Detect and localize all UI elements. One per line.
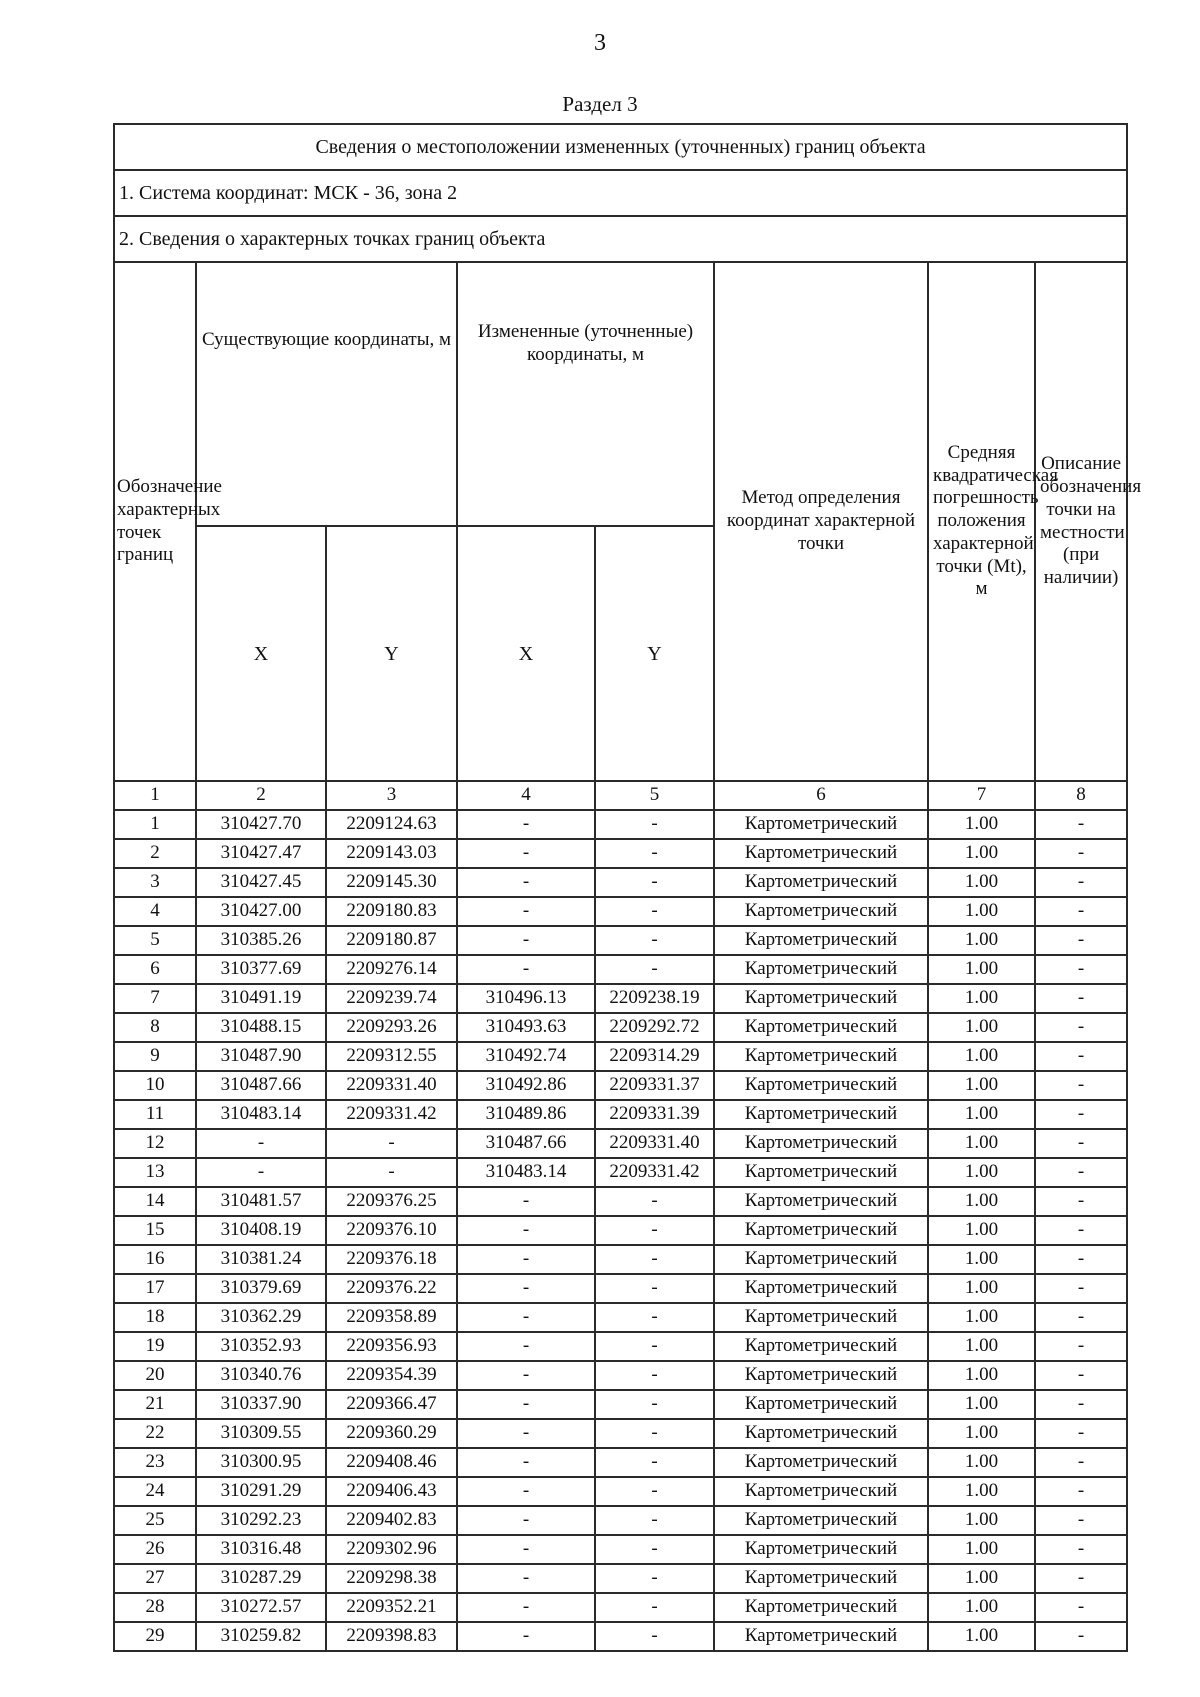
cell-description: - (1035, 1506, 1127, 1535)
cell-existing-x: - (196, 1158, 326, 1187)
table-row (114, 1448, 1127, 1477)
column-number: 3 (326, 781, 457, 810)
cell-method: Картометрический (714, 1303, 928, 1332)
cell-changed-y: - (595, 1535, 714, 1564)
cell-description: - (1035, 1129, 1127, 1158)
cell-existing-y: 2209376.22 (326, 1274, 457, 1303)
points-section-title: 2. Сведения о характерных точках границ объекта (114, 216, 1127, 262)
cell-mse: 1.00 (928, 1274, 1035, 1303)
cell-existing-y: 2209354.39 (326, 1361, 457, 1390)
header-existing-x: X (196, 526, 326, 781)
cell-existing-x: 310427.47 (196, 839, 326, 868)
cell-point-number: 12 (114, 1129, 196, 1158)
cell-mse: 1.00 (928, 1187, 1035, 1216)
cell-description: - (1035, 1564, 1127, 1593)
cell-method: Картометрический (714, 1245, 928, 1274)
cell-changed-y: 2209238.19 (595, 984, 714, 1013)
cell-existing-y: 2209180.87 (326, 926, 457, 955)
cell-existing-x: 310377.69 (196, 955, 326, 984)
cell-mse: 1.00 (928, 1303, 1035, 1332)
header-existing-y: Y (326, 526, 457, 781)
cell-description: - (1035, 810, 1127, 839)
column-number: 8 (1035, 781, 1127, 810)
cell-existing-x: 310352.93 (196, 1332, 326, 1361)
cell-point-number: 7 (114, 984, 196, 1013)
table-row (114, 839, 1127, 868)
column-number: 4 (457, 781, 595, 810)
cell-changed-y: - (595, 1361, 714, 1390)
cell-mse: 1.00 (928, 1245, 1035, 1274)
cell-changed-x: - (457, 1390, 595, 1419)
cell-changed-y: 2209292.72 (595, 1013, 714, 1042)
cell-point-number: 24 (114, 1477, 196, 1506)
cell-existing-x: 310259.82 (196, 1622, 326, 1651)
table-row (114, 984, 1127, 1013)
header-changed-y: Y (595, 526, 714, 781)
cell-mse: 1.00 (928, 897, 1035, 926)
cell-point-number: 26 (114, 1535, 196, 1564)
cell-existing-y: 2209408.46 (326, 1448, 457, 1477)
cell-existing-x: 310427.70 (196, 810, 326, 839)
cell-existing-y: 2209406.43 (326, 1477, 457, 1506)
cell-description: - (1035, 955, 1127, 984)
cell-method: Картометрический (714, 1129, 928, 1158)
column-number: 6 (714, 781, 928, 810)
cell-description: - (1035, 1477, 1127, 1506)
cell-method: Картометрический (714, 1042, 928, 1071)
column-number: 2 (196, 781, 326, 810)
cell-description: - (1035, 1187, 1127, 1216)
cell-point-number: 2 (114, 839, 196, 868)
cell-changed-x: - (457, 1535, 595, 1564)
cell-mse: 1.00 (928, 1419, 1035, 1448)
cell-changed-y: - (595, 1216, 714, 1245)
cell-changed-y: - (595, 1274, 714, 1303)
cell-existing-y: 2209298.38 (326, 1564, 457, 1593)
coordinate-system: 1. Система координат: МСК - 36, зона 2 (114, 170, 1127, 216)
cell-point-number: 3 (114, 868, 196, 897)
cell-mse: 1.00 (928, 1071, 1035, 1100)
cell-existing-y: 2209312.55 (326, 1042, 457, 1071)
cell-description: - (1035, 1042, 1127, 1071)
cell-changed-x: - (457, 1419, 595, 1448)
cell-method: Картометрический (714, 1332, 928, 1361)
cell-existing-x: 310487.66 (196, 1071, 326, 1100)
table-row (114, 1564, 1127, 1593)
cell-changed-x: - (457, 897, 595, 926)
table-row (114, 1100, 1127, 1129)
cell-existing-x: 310272.57 (196, 1593, 326, 1622)
cell-description: - (1035, 1361, 1127, 1390)
cell-existing-x: 310408.19 (196, 1216, 326, 1245)
cell-description: - (1035, 1158, 1127, 1187)
cell-existing-x: 310381.24 (196, 1245, 326, 1274)
table-row (114, 1477, 1127, 1506)
cell-point-number: 8 (114, 1013, 196, 1042)
cell-method: Картометрический (714, 1390, 928, 1419)
header-existing-coordinates: Существующие координаты, м (196, 262, 457, 526)
cell-changed-y: - (595, 1593, 714, 1622)
cell-point-number: 25 (114, 1506, 196, 1535)
cell-existing-x: 310481.57 (196, 1187, 326, 1216)
cell-existing-y: 2209124.63 (326, 810, 457, 839)
table-row (114, 1390, 1127, 1419)
table-row (114, 1071, 1127, 1100)
cell-existing-y: 2209239.74 (326, 984, 457, 1013)
cell-mse: 1.00 (928, 1622, 1035, 1651)
cell-method: Картометрический (714, 1013, 928, 1042)
cell-existing-x: 310483.14 (196, 1100, 326, 1129)
cell-existing-y: 2209180.83 (326, 897, 457, 926)
cell-method: Картометрический (714, 1158, 928, 1187)
section-title: Раздел 3 (562, 92, 638, 116)
cell-description: - (1035, 1419, 1127, 1448)
cell-existing-y: 2209302.96 (326, 1535, 457, 1564)
cell-existing-x: 310491.19 (196, 984, 326, 1013)
cell-existing-x: 310487.90 (196, 1042, 326, 1071)
cell-point-number: 10 (114, 1071, 196, 1100)
cell-changed-x: - (457, 1187, 595, 1216)
cell-changed-y: - (595, 926, 714, 955)
cell-mse: 1.00 (928, 1448, 1035, 1477)
cell-point-number: 13 (114, 1158, 196, 1187)
cell-method: Картометрический (714, 1448, 928, 1477)
cell-point-number: 17 (114, 1274, 196, 1303)
cell-changed-y: 2209314.29 (595, 1042, 714, 1071)
cell-changed-x: 310487.66 (457, 1129, 595, 1158)
cell-changed-x: - (457, 1216, 595, 1245)
coordinates-table (113, 123, 1142, 1652)
cell-changed-y: - (595, 1390, 714, 1419)
cell-point-number: 28 (114, 1593, 196, 1622)
cell-method: Картометрический (714, 1535, 928, 1564)
cell-changed-y: 2209331.39 (595, 1100, 714, 1129)
cell-mse: 1.00 (928, 1564, 1035, 1593)
cell-mse: 1.00 (928, 1361, 1035, 1390)
table-row (114, 1187, 1127, 1216)
cell-existing-x: 310362.29 (196, 1303, 326, 1332)
table-row (114, 926, 1127, 955)
cell-changed-y: 2209331.42 (595, 1158, 714, 1187)
cell-point-number: 15 (114, 1216, 196, 1245)
table-row (114, 810, 1127, 839)
header-changed-x: X (457, 526, 595, 781)
cell-existing-x: 310340.76 (196, 1361, 326, 1390)
cell-point-number: 14 (114, 1187, 196, 1216)
cell-changed-x: - (457, 1593, 595, 1622)
cell-changed-x: 310493.63 (457, 1013, 595, 1042)
cell-description: - (1035, 1216, 1127, 1245)
cell-changed-x: - (457, 1361, 595, 1390)
cell-changed-x: - (457, 810, 595, 839)
cell-changed-y: - (595, 1419, 714, 1448)
header-mean-square-error: Средняя квадратическая погрешность положения характерной точки (Mt), м (928, 262, 1035, 781)
cell-existing-x: 310300.95 (196, 1448, 326, 1477)
cell-point-number: 18 (114, 1303, 196, 1332)
cell-mse: 1.00 (928, 868, 1035, 897)
cell-method: Картометрический (714, 1187, 928, 1216)
page-number: 3 (594, 30, 606, 56)
cell-mse: 1.00 (928, 1535, 1035, 1564)
cell-changed-x: 310489.86 (457, 1100, 595, 1129)
cell-changed-x: - (457, 926, 595, 955)
cell-changed-y: 2209331.37 (595, 1071, 714, 1100)
cell-method: Картометрический (714, 810, 928, 839)
cell-description: - (1035, 1100, 1127, 1129)
cell-existing-x: 310292.23 (196, 1506, 326, 1535)
cell-method: Картометрический (714, 926, 928, 955)
cell-description: - (1035, 1245, 1127, 1274)
cell-existing-y: 2209331.42 (326, 1100, 457, 1129)
cell-mse: 1.00 (928, 1593, 1035, 1622)
table-row (114, 1332, 1127, 1361)
cell-changed-y: - (595, 1303, 714, 1332)
cell-existing-y: 2209143.03 (326, 839, 457, 868)
cell-method: Картометрический (714, 1564, 928, 1593)
cell-method: Картометрический (714, 1622, 928, 1651)
cell-existing-y: 2209331.40 (326, 1071, 457, 1100)
cell-changed-y: - (595, 897, 714, 926)
cell-existing-x: 310385.26 (196, 926, 326, 955)
cell-method: Картометрический (714, 1419, 928, 1448)
cell-changed-x: - (457, 868, 595, 897)
cell-existing-y: 2209366.47 (326, 1390, 457, 1419)
cell-existing-y: 2209293.26 (326, 1013, 457, 1042)
cell-mse: 1.00 (928, 955, 1035, 984)
cell-changed-x: - (457, 1448, 595, 1477)
cell-method: Картометрический (714, 897, 928, 926)
cell-point-number: 27 (114, 1564, 196, 1593)
cell-description: - (1035, 839, 1127, 868)
cell-method: Картометрический (714, 955, 928, 984)
table-caption: Сведения о местоположении измененных (уточненных) границ объекта (114, 124, 1127, 170)
cell-existing-x: 310427.45 (196, 868, 326, 897)
cell-changed-y: - (595, 1564, 714, 1593)
cell-mse: 1.00 (928, 984, 1035, 1013)
cell-changed-x: - (457, 1622, 595, 1651)
cell-changed-y: - (595, 1187, 714, 1216)
cell-changed-x: - (457, 1245, 595, 1274)
cell-point-number: 22 (114, 1419, 196, 1448)
cell-mse: 1.00 (928, 1129, 1035, 1158)
cell-changed-y: - (595, 1622, 714, 1651)
cell-existing-y: 2209376.25 (326, 1187, 457, 1216)
column-number: 5 (595, 781, 714, 810)
cell-point-number: 4 (114, 897, 196, 926)
header-method: Метод определения координат характерной точки (714, 262, 928, 781)
cell-existing-x: 310379.69 (196, 1274, 326, 1303)
cell-existing-y: 2209352.21 (326, 1593, 457, 1622)
cell-method: Картометрический (714, 1071, 928, 1100)
cell-changed-x: 310492.86 (457, 1071, 595, 1100)
table-row (114, 1506, 1127, 1535)
cell-method: Картометрический (714, 868, 928, 897)
cell-method: Картометрический (714, 984, 928, 1013)
table-row (114, 1419, 1127, 1448)
cell-existing-y: 2209356.93 (326, 1332, 457, 1361)
cell-method: Картометрический (714, 1216, 928, 1245)
cell-changed-y: - (595, 810, 714, 839)
header-point-designation: Обозначение характерных точек границ (114, 262, 196, 781)
cell-existing-y: 2209398.83 (326, 1622, 457, 1651)
table-row (114, 1013, 1127, 1042)
cell-method: Картометрический (714, 839, 928, 868)
table-row (114, 955, 1127, 984)
cell-point-number: 9 (114, 1042, 196, 1071)
cell-existing-y: 2209145.30 (326, 868, 457, 897)
table-row (114, 1593, 1127, 1622)
cell-description: - (1035, 1448, 1127, 1477)
cell-changed-y: - (595, 1332, 714, 1361)
cell-description: - (1035, 1303, 1127, 1332)
cell-description: - (1035, 1593, 1127, 1622)
cell-description: - (1035, 1622, 1127, 1651)
column-number: 1 (114, 781, 196, 810)
cell-changed-y: - (595, 868, 714, 897)
table-row (114, 897, 1127, 926)
cell-point-number: 6 (114, 955, 196, 984)
cell-changed-x: - (457, 839, 595, 868)
cell-existing-y: 2209402.83 (326, 1506, 457, 1535)
table-row (114, 1361, 1127, 1390)
cell-mse: 1.00 (928, 1506, 1035, 1535)
table-row (114, 868, 1127, 897)
cell-description: - (1035, 1274, 1127, 1303)
cell-changed-x: - (457, 1506, 595, 1535)
cell-existing-x: - (196, 1129, 326, 1158)
cell-point-number: 23 (114, 1448, 196, 1477)
cell-mse: 1.00 (928, 1216, 1035, 1245)
cell-description: - (1035, 1535, 1127, 1564)
table-row (114, 1303, 1127, 1332)
cell-changed-x: 310492.74 (457, 1042, 595, 1071)
cell-mse: 1.00 (928, 839, 1035, 868)
header-point-description: Описание обозначения точки на местности (при наличии) (1035, 262, 1127, 781)
cell-existing-y: 2209376.10 (326, 1216, 457, 1245)
cell-changed-y: - (595, 839, 714, 868)
cell-description: - (1035, 1071, 1127, 1100)
cell-mse: 1.00 (928, 926, 1035, 955)
cell-changed-y: - (595, 1448, 714, 1477)
table-row (114, 1535, 1127, 1564)
cell-point-number: 20 (114, 1361, 196, 1390)
cell-existing-x: 310291.29 (196, 1477, 326, 1506)
cell-existing-x: 310316.48 (196, 1535, 326, 1564)
cell-changed-x: 310483.14 (457, 1158, 595, 1187)
table-row (114, 1274, 1127, 1303)
cell-description: - (1035, 984, 1127, 1013)
cell-mse: 1.00 (928, 1013, 1035, 1042)
cell-existing-y: 2209276.14 (326, 955, 457, 984)
cell-changed-x: - (457, 1274, 595, 1303)
cell-point-number: 11 (114, 1100, 196, 1129)
cell-existing-x: 310488.15 (196, 1013, 326, 1042)
cell-changed-x: - (457, 1303, 595, 1332)
cell-existing-y: 2209360.29 (326, 1419, 457, 1448)
cell-method: Картометрический (714, 1100, 928, 1129)
column-numbers-row (114, 781, 1127, 810)
cell-description: - (1035, 1390, 1127, 1419)
cell-point-number: 5 (114, 926, 196, 955)
cell-point-number: 29 (114, 1622, 196, 1651)
table-row (114, 1129, 1127, 1158)
cell-point-number: 1 (114, 810, 196, 839)
cell-changed-y: - (595, 955, 714, 984)
cell-existing-x: 310309.55 (196, 1419, 326, 1448)
table-row (114, 1042, 1127, 1071)
header-changed-coordinates: Измененные (уточненные) координаты, м (457, 262, 714, 526)
cell-mse: 1.00 (928, 1100, 1035, 1129)
cell-changed-y: 2209331.40 (595, 1129, 714, 1158)
cell-method: Картометрический (714, 1477, 928, 1506)
cell-mse: 1.00 (928, 1332, 1035, 1361)
cell-changed-y: - (595, 1477, 714, 1506)
cell-mse: 1.00 (928, 810, 1035, 839)
cell-existing-y: 2209376.18 (326, 1245, 457, 1274)
table-row (114, 1622, 1127, 1651)
cell-changed-y: - (595, 1506, 714, 1535)
cell-point-number: 16 (114, 1245, 196, 1274)
table-row (114, 1216, 1127, 1245)
table-body (114, 781, 1127, 1651)
cell-changed-y: - (595, 1245, 714, 1274)
cell-method: Картометрический (714, 1361, 928, 1390)
cell-changed-x: 310496.13 (457, 984, 595, 1013)
cell-description: - (1035, 1332, 1127, 1361)
cell-existing-x: 310337.90 (196, 1390, 326, 1419)
cell-description: - (1035, 1013, 1127, 1042)
cell-point-number: 21 (114, 1390, 196, 1419)
cell-existing-x: 310287.29 (196, 1564, 326, 1593)
cell-description: - (1035, 897, 1127, 926)
cell-mse: 1.00 (928, 1390, 1035, 1419)
cell-existing-y: - (326, 1129, 457, 1158)
table-row (114, 1245, 1127, 1274)
cell-changed-x: - (457, 1564, 595, 1593)
table-row (114, 1158, 1127, 1187)
cell-mse: 1.00 (928, 1477, 1035, 1506)
cell-mse: 1.00 (928, 1158, 1035, 1187)
cell-method: Картометрический (714, 1506, 928, 1535)
cell-existing-y: - (326, 1158, 457, 1187)
cell-existing-y: 2209358.89 (326, 1303, 457, 1332)
cell-mse: 1.00 (928, 1042, 1035, 1071)
cell-changed-x: - (457, 1477, 595, 1506)
cell-method: Картометрический (714, 1593, 928, 1622)
column-number: 7 (928, 781, 1035, 810)
cell-method: Картометрический (714, 1274, 928, 1303)
cell-description: - (1035, 868, 1127, 897)
cell-point-number: 19 (114, 1332, 196, 1361)
cell-changed-x: - (457, 955, 595, 984)
cell-existing-x: 310427.00 (196, 897, 326, 926)
cell-changed-x: - (457, 1332, 595, 1361)
cell-description: - (1035, 926, 1127, 955)
